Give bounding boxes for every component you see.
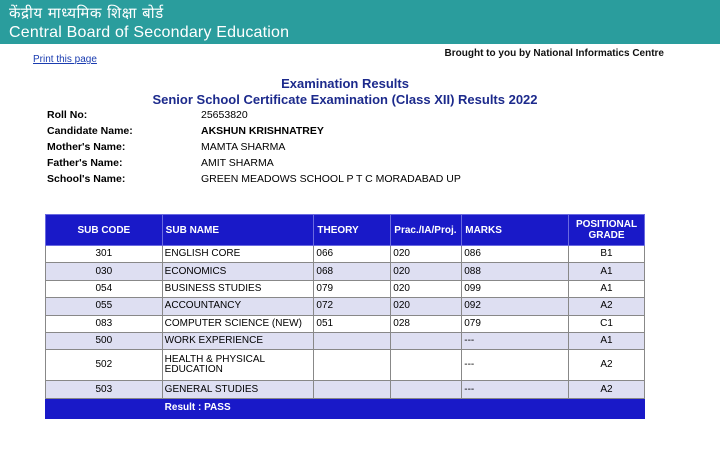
result-value: PASS [204, 402, 231, 414]
practical-cell [391, 381, 462, 398]
sub-name-cell: ECONOMICS [162, 263, 314, 280]
table-row [46, 263, 645, 280]
marks-cell: 092 [462, 298, 569, 315]
grade-cell: A1 [569, 332, 645, 349]
marks-cell: 086 [462, 246, 569, 263]
print-page-link[interactable]: Print this page [33, 54, 97, 65]
sub-code-cell: 503 [46, 381, 163, 398]
table-row [46, 350, 645, 381]
sub-name-cell: COMPUTER SCIENCE (NEW) [162, 315, 314, 332]
father-value: AMIT SHARMA [201, 157, 274, 169]
col-header-sub-name: SUB NAME [162, 215, 314, 246]
theory-cell: 051 [314, 315, 391, 332]
grade-cell: A2 [569, 381, 645, 398]
credit-text: Brought to you by National Informatics Centre [444, 48, 664, 59]
theory-cell [314, 381, 391, 398]
grade-cell: A1 [569, 280, 645, 297]
table-row [46, 298, 645, 315]
grade-cell: A1 [569, 263, 645, 280]
grade-cell: C1 [569, 315, 645, 332]
table-row [46, 332, 645, 349]
practical-cell: 020 [391, 280, 462, 297]
grade-cell: A2 [569, 350, 645, 381]
marks-cell: 088 [462, 263, 569, 280]
sub-code-cell: 055 [46, 298, 163, 315]
marks-cell: 079 [462, 315, 569, 332]
col-header-theory: THEORY [314, 215, 391, 246]
marks-table [45, 214, 645, 419]
practical-cell [391, 332, 462, 349]
theory-cell: 072 [314, 298, 391, 315]
sub-name-cell: BUSINESS STUDIES [162, 280, 314, 297]
sub-name-cell: HEALTH & PHYSICAL EDUCATION [162, 350, 314, 381]
marks-cell: 099 [462, 280, 569, 297]
roll-label: Roll No: [47, 109, 88, 121]
school-label: School's Name: [47, 173, 126, 185]
col-header-practical: Prac./IA/Proj. [391, 215, 462, 246]
theory-cell: 068 [314, 263, 391, 280]
theory-cell [314, 350, 391, 381]
result-empty-cell [46, 398, 163, 418]
table-header-row [46, 215, 645, 246]
sub-code-cell: 030 [46, 263, 163, 280]
sub-name-cell: ENGLISH CORE [162, 246, 314, 263]
school-value: GREEN MEADOWS SCHOOL P T C MORADABAD UP [201, 173, 461, 185]
board-name-hindi: केंद्रीय माध्यमिक शिक्षा बोर्ड [9, 4, 164, 22]
table-row [46, 246, 645, 263]
theory-cell [314, 332, 391, 349]
mother-value: MAMTA SHARMA [201, 141, 286, 153]
site-header [0, 0, 720, 44]
roll-value: 25653820 [201, 109, 248, 121]
sub-code-cell: 083 [46, 315, 163, 332]
table-row [46, 381, 645, 398]
sub-name-cell: GENERAL STUDIES [162, 381, 314, 398]
marks-cell: --- [462, 381, 569, 398]
grade-cell: B1 [569, 246, 645, 263]
sub-code-cell: 500 [46, 332, 163, 349]
col-header-sub-code: SUB CODE [46, 215, 163, 246]
marks-cell: --- [462, 332, 569, 349]
theory-cell: 066 [314, 246, 391, 263]
page-title: Examination Results [281, 76, 409, 91]
result-row [46, 398, 645, 418]
sub-code-cell: 301 [46, 246, 163, 263]
sub-name-cell: ACCOUNTANCY [162, 298, 314, 315]
candidate-value: AKSHUN KRISHNATREY [201, 125, 324, 137]
candidate-label: Candidate Name: [47, 125, 133, 137]
sub-name-cell: WORK EXPERIENCE [162, 332, 314, 349]
practical-cell: 020 [391, 263, 462, 280]
practical-cell: 020 [391, 246, 462, 263]
marks-cell: --- [462, 350, 569, 381]
father-label: Father's Name: [47, 157, 123, 169]
exam-title: Senior School Certificate Examination (Class XII) Results 2022 [152, 92, 538, 107]
col-header-marks: MARKS [462, 215, 569, 246]
practical-cell [391, 350, 462, 381]
practical-cell: 028 [391, 315, 462, 332]
sub-code-cell: 054 [46, 280, 163, 297]
result-cell [162, 398, 644, 418]
sub-code-cell: 502 [46, 350, 163, 381]
board-name-english: Central Board of Secondary Education [9, 24, 290, 41]
col-header-grade: POSITIONAL GRADE [569, 215, 645, 246]
table-row [46, 280, 645, 297]
table-row [46, 315, 645, 332]
theory-cell: 079 [314, 280, 391, 297]
practical-cell: 020 [391, 298, 462, 315]
result-label: Result : [164, 402, 202, 414]
mother-label: Mother's Name: [47, 141, 126, 153]
grade-cell: A2 [569, 298, 645, 315]
